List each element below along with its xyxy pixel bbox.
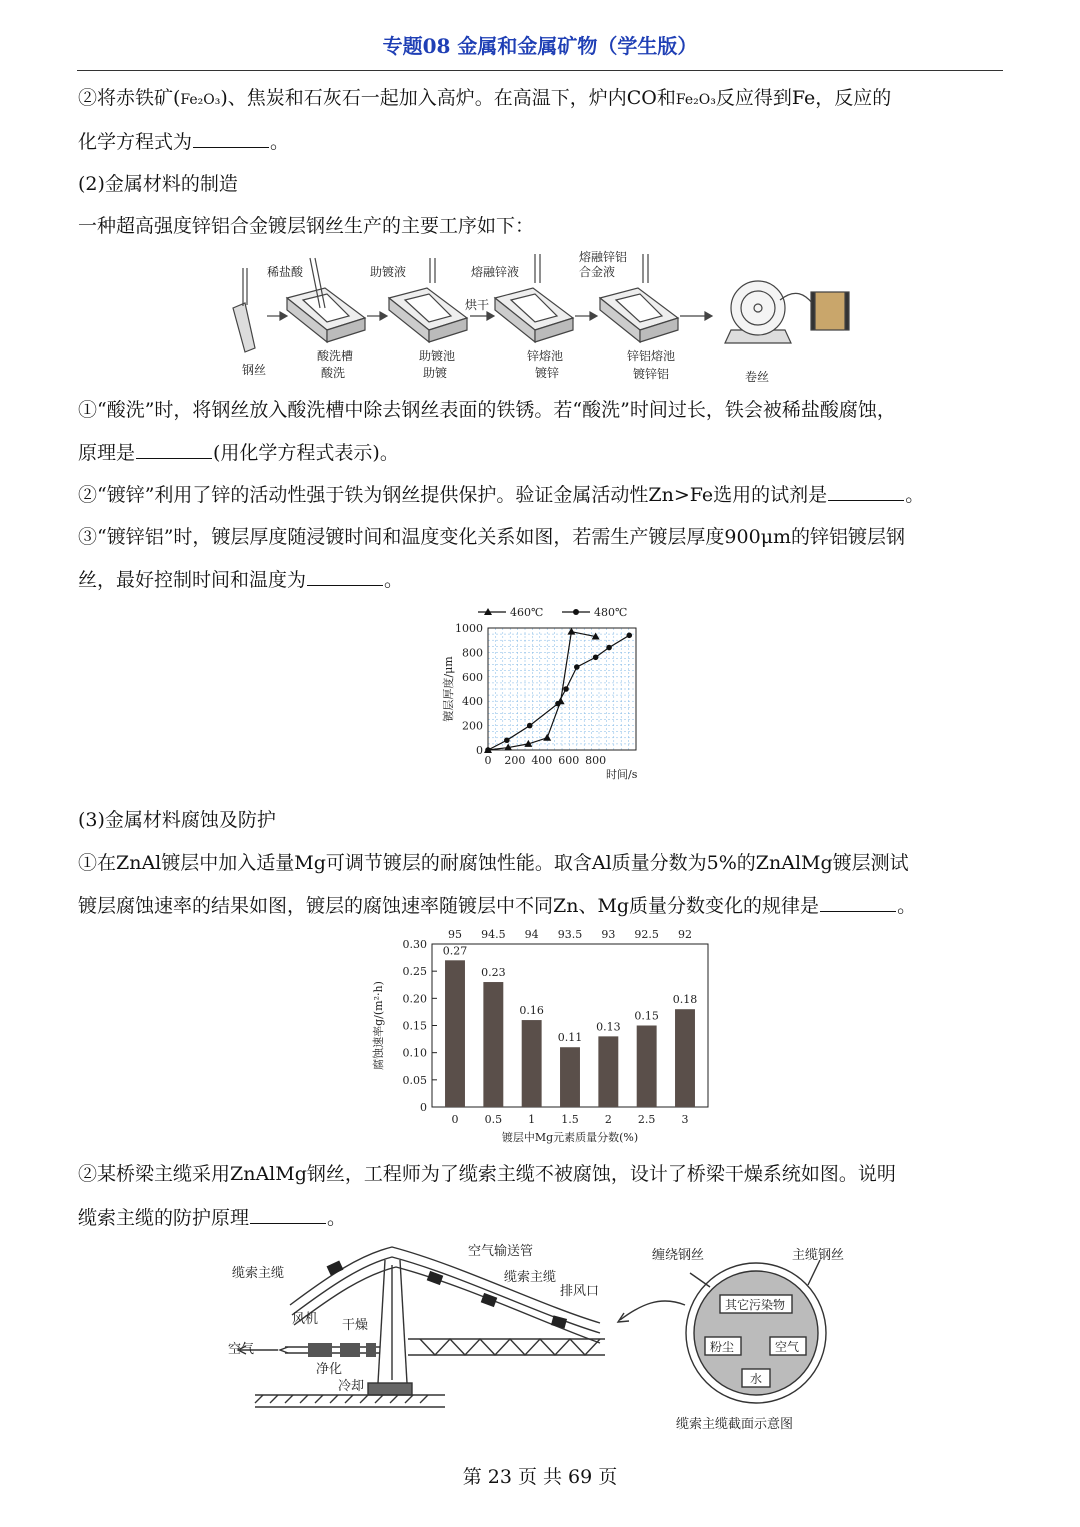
label-fan: 风机 — [292, 1312, 319, 1327]
top-tick-label: 94 — [524, 928, 539, 941]
label-molten-alloy: 熔融锌铝 — [579, 250, 628, 264]
bar-value-label: 0.13 — [596, 1020, 621, 1034]
label-zinc-step: 镀锌 — [535, 366, 560, 380]
bar — [598, 1036, 618, 1107]
label-flux-step: 助镀 — [423, 366, 448, 380]
top-tick-label: 92.5 — [634, 928, 659, 941]
x-tick-label: 0.5 — [484, 1113, 503, 1126]
legend-marker-480 — [573, 609, 579, 615]
corrosion-bar-chart — [368, 922, 718, 1157]
y-tick-label: 0.15 — [402, 1019, 427, 1033]
bar — [560, 1047, 580, 1107]
x-tick-label: 2.5 — [637, 1113, 656, 1126]
label-coil: 卷丝 — [745, 370, 770, 384]
x-tick-label: 200 — [504, 754, 526, 767]
paragraph-fe2o3-line1: ②将赤铁矿(Fe₂O₃)、焦炭和石灰石一起加入高炉。在高温下，炉内CO和Fe₂O₃反应得到Fe，反应的 — [78, 87, 892, 109]
label-alloy-step: 镀锌铝 — [633, 367, 670, 381]
y-tick-label: 0 — [420, 1101, 427, 1114]
label-acid: 稀盐酸 — [267, 265, 304, 279]
data-point-480 — [574, 664, 580, 670]
question-acid-line2: 原理是 (用化学方程式表示)。 — [78, 442, 399, 464]
x-tick-label: 1.5 — [561, 1113, 579, 1126]
bar-value-label: 0.11 — [557, 1031, 583, 1045]
bridge-drying-diagram — [220, 1235, 860, 1440]
bar — [675, 1009, 695, 1107]
x-tick-label: 800 — [585, 754, 607, 767]
label-air: 空气 — [775, 1340, 800, 1354]
question-bridge-line1: ②某桥梁主缆采用ZnAlMg钢丝，工程师为了缆索主缆不被腐蚀，设计了桥梁干燥系统如图。说明 — [78, 1163, 896, 1185]
question-acid-line1: ①“酸洗”时，将钢丝放入酸洗槽中除去钢丝表面的铁锈。若“酸洗”时间过长，铁会被稀盐酸腐蚀， — [78, 399, 896, 421]
question-mg-line2: 镀层腐蚀速率的结果如图，镀层的腐蚀速率随镀层中不同Zn、Mg质量分数变化的规律是 。 — [78, 895, 917, 917]
label-zinc-pool: 锌熔池 — [527, 349, 564, 363]
label-wrap-wire: 缠绕钢丝 — [652, 1248, 705, 1263]
top-tick-label: 94.5 — [481, 928, 506, 941]
data-point-480 — [563, 686, 569, 692]
data-point-480 — [504, 737, 510, 743]
y-axis-label: 腐蚀速率g/(m²·h) — [372, 981, 385, 1070]
data-point-480 — [626, 633, 632, 639]
label-other-pollutants: 其它污染物 — [725, 1298, 786, 1312]
label-air-pipe: 空气输送管 — [468, 1244, 534, 1259]
label-alloy-pool: 锌铝熔池 — [627, 349, 676, 363]
series-line-460 — [488, 632, 596, 750]
x-axis-label: 镀层中Mg元素质量分数(%) — [501, 1131, 639, 1144]
answer-blank[interactable] — [193, 129, 269, 148]
top-tick-label: 92 — [678, 928, 692, 941]
label-acid-step: 酸洗 — [321, 366, 346, 380]
bar-value-label: 0.27 — [442, 944, 468, 958]
question-zinc: ②“镀锌”利用了锌的活动性强于铁为钢丝提供保护。验证金属活动性Zn>Fe选用的试剂是 。 — [78, 484, 925, 506]
label-drying: 烘干 — [465, 298, 490, 312]
x-tick-label: 0 — [484, 754, 492, 767]
bar-value-label: 0.16 — [519, 1004, 544, 1018]
label-exhaust: 排风口 — [560, 1284, 600, 1299]
bar — [522, 1020, 542, 1107]
answer-blank[interactable] — [828, 482, 904, 501]
label-cable-left: 缆索主缆 — [232, 1266, 285, 1281]
paragraph-fe2o3-line2: 化学方程式为 。 — [78, 131, 290, 153]
coiler — [725, 281, 849, 343]
answer-blank[interactable] — [307, 567, 383, 586]
data-point-480 — [527, 723, 533, 729]
x-tick-label: 400 — [531, 754, 553, 767]
section2-heading: (2)金属材料的制造 — [78, 173, 238, 195]
answer-blank[interactable] — [820, 893, 896, 912]
data-point-480 — [485, 747, 491, 753]
legend-label-460: 460℃ — [510, 606, 544, 619]
y-axis-label: 镀层厚度/μm — [442, 656, 455, 722]
x-tick-label: 0 — [451, 1113, 459, 1126]
label-air-in: 空气 — [228, 1342, 255, 1357]
label-water: 水 — [750, 1372, 763, 1386]
label-steel-wire: 钢丝 — [242, 363, 267, 377]
top-tick-label: 93.5 — [557, 928, 583, 941]
thickness-line-chart — [430, 600, 650, 800]
x-tick-label: 2 — [604, 1113, 612, 1126]
x-tick-label: 1 — [528, 1113, 536, 1126]
y-tick-label: 0.20 — [402, 992, 427, 1006]
data-point-460 — [567, 628, 575, 635]
data-point-460 — [543, 734, 551, 741]
label-alloy-liquid: 合金液 — [579, 265, 616, 279]
x-tick-label: 3 — [681, 1113, 689, 1126]
label-acid-tank: 酸洗槽 — [317, 349, 354, 363]
bar — [637, 1026, 657, 1108]
data-point-480 — [606, 645, 612, 651]
data-point-480 — [593, 654, 599, 660]
bar-value-label: 0.18 — [672, 993, 698, 1007]
question-alloy-line2: 丝，最好控制时间和温度为 。 — [78, 569, 404, 591]
label-flux: 助镀液 — [370, 265, 407, 279]
label-dry: 干燥 — [342, 1318, 369, 1333]
label-main-wire: 主缆钢丝 — [792, 1248, 845, 1263]
x-tick-label: 600 — [558, 754, 580, 767]
x-axis-label: 时间/s — [606, 768, 638, 781]
bar — [445, 960, 465, 1107]
question-alloy-line1: ③“镀锌铝”时，镀层厚度随浸镀时间和温度变化关系如图，若需生产镀层厚度900μm的锌铝镀层钢 — [78, 526, 906, 548]
label-section-caption: 缆索主缆截面示意图 — [676, 1417, 794, 1432]
y-tick-label: 400 — [462, 695, 483, 709]
process-diagram — [225, 248, 865, 388]
question-mg-line1: ①在ZnAl镀层中加入适量Mg可调节镀层的耐腐蚀性能。取含Al质量分数为5%的ZnAlMg镀层测试 — [78, 852, 909, 874]
bar-value-label: 0.23 — [481, 966, 506, 980]
header-rule — [77, 70, 1003, 71]
bar-value-label: 0.15 — [634, 1009, 659, 1023]
question-bridge-line2: 缆索主缆的防护原理 。 — [78, 1207, 347, 1229]
y-tick-label: 600 — [462, 670, 483, 684]
answer-blank[interactable] — [136, 440, 212, 459]
y-tick-label: 800 — [462, 646, 483, 660]
y-tick-label: 0.10 — [402, 1046, 427, 1060]
section2-intro: 一种超高强度锌铝合金镀层钢丝生产的主要工序如下： — [78, 215, 535, 237]
legend-label-480: 480℃ — [594, 606, 628, 619]
page-title: 专题08 金属和金属矿物（学生版） — [382, 34, 698, 58]
label-molten-zinc: 熔融锌液 — [471, 265, 520, 279]
section3-heading: (3)金属材料腐蚀及防护 — [78, 809, 276, 831]
data-point-480 — [555, 701, 561, 707]
label-cable-mid: 缆索主缆 — [504, 1270, 557, 1285]
y-tick-label: 0.25 — [402, 965, 427, 979]
bar — [483, 982, 503, 1107]
top-tick-label: 95 — [448, 928, 462, 941]
y-tick-label: 0 — [476, 744, 483, 757]
label-flux-pool: 助镀池 — [419, 349, 456, 363]
label-dust: 粉尘 — [710, 1340, 735, 1354]
label-cool: 冷却 — [338, 1379, 365, 1394]
y-tick-label: 1000 — [455, 622, 483, 635]
answer-blank[interactable] — [250, 1205, 326, 1224]
y-tick-label: 0.30 — [402, 938, 427, 951]
page-footer: 第 23 页 共 69 页 — [462, 1466, 618, 1488]
y-tick-label: 0.05 — [402, 1073, 427, 1087]
label-purify: 净化 — [316, 1362, 343, 1377]
y-tick-label: 200 — [462, 719, 483, 733]
top-tick-label: 93 — [601, 928, 616, 941]
